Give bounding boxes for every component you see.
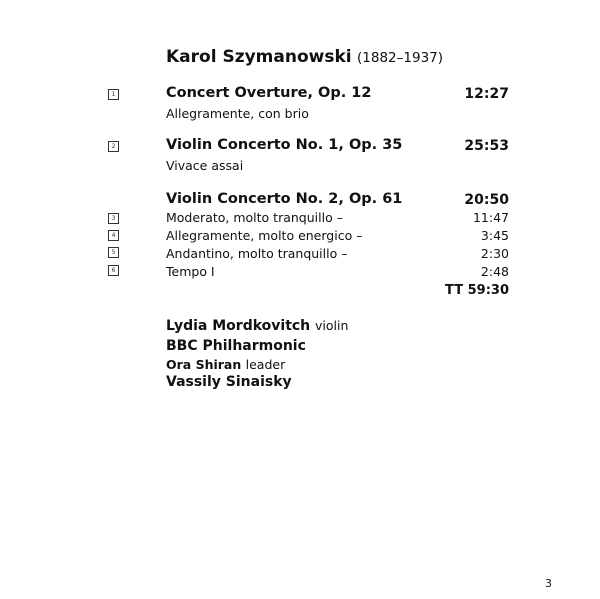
total-time: TT 59:30 xyxy=(445,283,509,298)
work-tempo: Allegramente, con brio xyxy=(166,106,309,121)
work-tempo: Vivace assai xyxy=(166,158,244,173)
leader-name: Ora Shiran xyxy=(166,357,242,372)
leader-role: leader xyxy=(245,357,286,372)
movement-duration: 2:48 xyxy=(480,264,509,279)
page-number: 3 xyxy=(545,577,552,590)
soloist-role: violin xyxy=(315,318,349,333)
movement-duration: 11:47 xyxy=(472,210,509,225)
soloist-line xyxy=(166,318,348,334)
orchestra-name: BBC Philharmonic xyxy=(166,338,306,354)
movement-label: Tempo I xyxy=(166,264,215,279)
work-duration: 12:27 xyxy=(464,86,509,102)
composer-name: Karol Szymanowski xyxy=(166,47,352,67)
movement-label: Andantino, molto tranquillo – xyxy=(166,246,348,261)
track-number-box: 2 xyxy=(108,141,119,152)
leader-line xyxy=(166,357,285,372)
movement-duration: 3:45 xyxy=(480,228,509,243)
work-duration: 20:50 xyxy=(464,192,509,208)
movement-duration: 2:30 xyxy=(480,246,509,261)
work-duration: 25:53 xyxy=(464,138,509,154)
work-title: Violin Concerto No. 1, Op. 35 xyxy=(166,137,403,153)
composer-heading xyxy=(166,47,443,67)
track-number-box: 1 xyxy=(108,89,119,100)
work-title: Violin Concerto No. 2, Op. 61 xyxy=(166,191,403,207)
conductor-name: Vassily Sinaisky xyxy=(166,374,292,390)
track-number-box: 6 xyxy=(108,265,119,276)
track-number-box: 5 xyxy=(108,247,119,258)
composer-dates: (1882–1937) xyxy=(357,50,444,66)
soloist-name: Lydia Mordkovitch xyxy=(166,318,311,334)
track-number-box: 4 xyxy=(108,230,119,241)
work-title: Concert Overture, Op. 12 xyxy=(166,85,372,101)
track-number-box: 3 xyxy=(108,213,119,224)
movement-label: Allegramente, molto energico – xyxy=(166,228,363,243)
movement-label: Moderato, molto tranquillo – xyxy=(166,210,343,225)
